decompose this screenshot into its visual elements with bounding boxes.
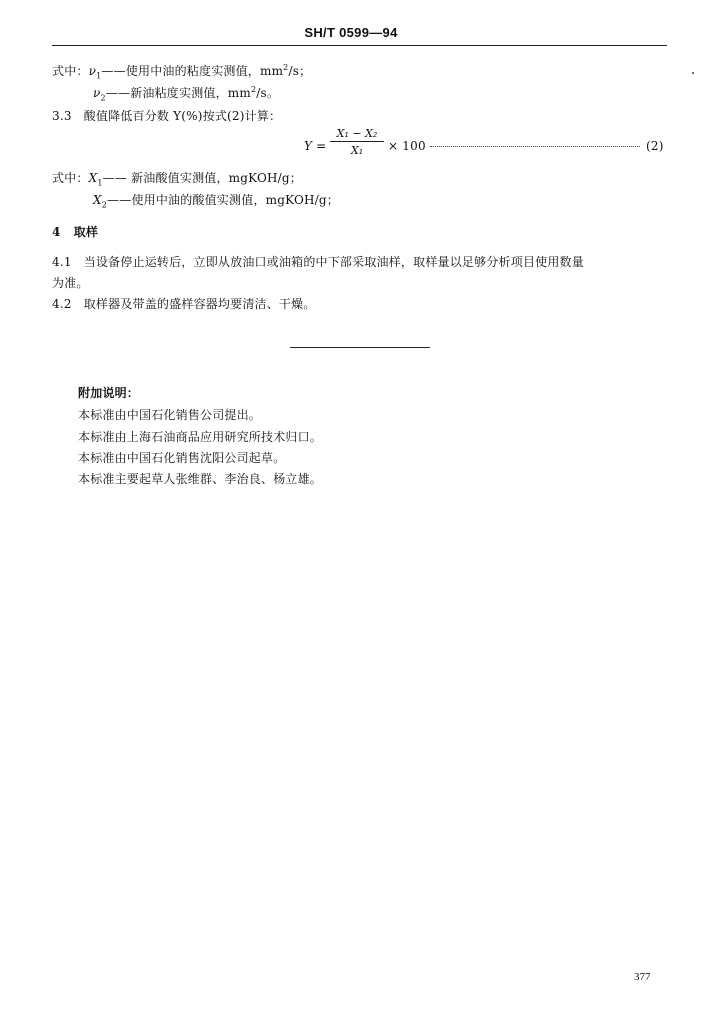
dotted-leader [430,146,640,147]
header-rule [52,45,667,46]
symbol: ν [93,86,101,100]
scan-speck [692,72,694,74]
legend-text: ——使用中油的粘度实测值，mm [101,64,284,78]
formula-fraction [330,128,384,156]
formula-tail: × 100 [388,139,426,153]
clause-text: 当设备停止运转后，立即从放油口或油箱的中下部采取油样，取样量以足够分析项目使用数量 [83,255,584,269]
clause-text: 取样器及带盖的盛样容器均要清洁、干燥。 [83,297,316,311]
appendix-line: 本标准由中国石化销售公司提出。 [78,408,262,422]
symbol-subscript: 2 [100,93,106,103]
section-title: 取样 [73,225,99,239]
legend-lead: 式中： [52,64,89,78]
symbol-subscript: 1 [97,178,103,188]
legend-1-row-1 [52,63,312,81]
appendix-line: 本标准主要起草人张维群、李治良、杨立雄。 [78,472,323,486]
unit-superscript: 2 [283,63,289,72]
symbol-subscript: 2 [101,200,108,210]
legend-2-row-1 [52,171,303,188]
end-of-text-rule [290,347,430,348]
clause-4-1-line-1 [52,256,584,268]
clause-4-2 [52,298,316,310]
formula-number: (2) [646,139,664,153]
legend-text: ——使用中油的酸值实测值，mgKOH/g； [107,193,339,207]
symbol: X [88,171,98,185]
page-number: 377 [634,971,651,983]
legend-2-row-2 [93,193,339,210]
clause-text: 酸值降低百分数 Y(%)按式(2)计算： [83,109,282,123]
unit-tail: /s。 [256,86,280,100]
section-number: 4 [52,225,61,239]
symbol: ν [88,64,97,78]
formula-numerator: X₁ − X₂ [330,128,384,142]
appendix-line: 本标准由中国石化销售沈阳公司起草。 [78,451,286,465]
clause-3-3 [52,110,281,122]
clause-4-1-line-2: 为准。 [52,276,89,290]
legend-text: —— 新油酸值实测值，mgKOH/g； [102,171,303,185]
clause-number: 3.3 [52,109,72,123]
symbol: X [93,193,102,207]
formula-lhs: Y = [304,139,327,153]
symbol-subscript: 1 [96,71,102,81]
legend-1-row-2 [93,85,280,103]
unit-tail: /s； [288,64,312,78]
formula-denominator: X₁ [350,144,364,157]
clause-number: 4.1 [52,255,72,269]
unit-superscript: 2 [250,85,257,94]
appendix-line: 本标准由上海石油商品应用研究所技术归口。 [78,430,323,444]
section-4-heading [52,226,98,238]
clause-number: 4.2 [52,297,72,311]
legend-lead: 式中： [52,171,89,185]
page-header: SH/T 0599—94 [304,25,398,40]
legend-text: ——新油粘度实测值，mm [105,86,251,100]
appendix-title: 附加说明： [78,386,140,400]
